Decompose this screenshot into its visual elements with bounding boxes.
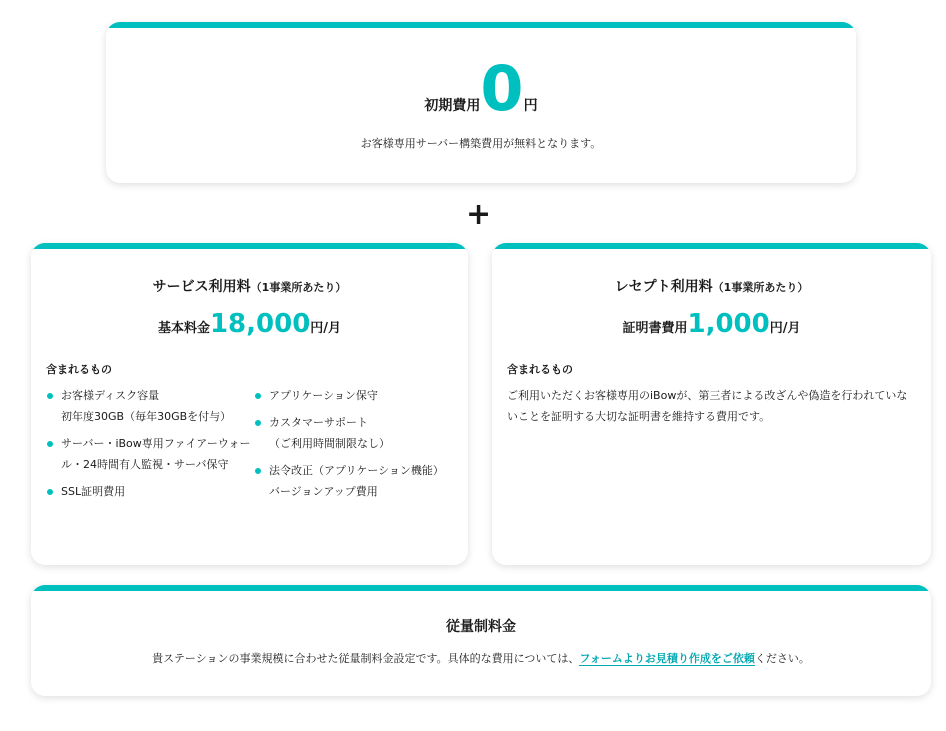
initial-cost-currency: 円 bbox=[523, 98, 538, 114]
included-item bbox=[254, 385, 454, 406]
volume-fee-card bbox=[31, 585, 931, 696]
service-includes-list-left bbox=[46, 385, 251, 508]
included-item-text: （ご利用時間制限なし） bbox=[269, 437, 390, 450]
service-fee-card bbox=[31, 243, 468, 565]
included-item-text: カスタマーサポート bbox=[269, 416, 368, 429]
plus-icon: + bbox=[466, 197, 492, 232]
included-item-text: 法令改正（アプリケーション機能）バージョンアップ費用 bbox=[269, 464, 444, 498]
included-item bbox=[46, 433, 251, 475]
service-fee-note: （1事業所あたり） bbox=[250, 281, 347, 294]
receipt-fee-note: （1事業所あたり） bbox=[712, 281, 809, 294]
volume-fee-title: 従量制料金 bbox=[446, 619, 516, 635]
initial-cost-amount: 0 bbox=[480, 52, 524, 125]
volume-desc-before: 貴ステーションの事業規模に合わせた従量制料金設定です。具体的な費用については、 bbox=[152, 652, 580, 665]
receipt-fee-title-text: レセプト利用料 bbox=[614, 279, 713, 295]
included-item-text: お客様ディスク容量 bbox=[61, 389, 160, 402]
included-item-text: サーバー・iBow専用ファイアーウォール・24時間有人監視・サーバ保守 bbox=[61, 437, 251, 471]
service-price-label: 基本料金 bbox=[157, 321, 210, 336]
included-item-text: SSL証明費用 bbox=[61, 485, 126, 498]
receipt-description: ご利用いただくお客様専用のiBowが、第三者による改ざんや偽造を行われていないことを証明する大切な証明書を維持する費用です。 bbox=[507, 389, 908, 423]
volume-fee-description bbox=[31, 650, 931, 666]
receipt-fee-card bbox=[492, 243, 931, 565]
service-fee-price bbox=[31, 309, 468, 339]
service-fee-title bbox=[31, 276, 468, 296]
initial-cost-label: 初期費用 bbox=[424, 98, 481, 114]
receipt-price-amount: 1,000 bbox=[687, 309, 770, 339]
service-includes-list-right bbox=[254, 385, 454, 508]
initial-cost-card bbox=[106, 22, 856, 183]
service-includes-heading: 含まれるもの bbox=[46, 363, 112, 376]
initial-cost-line bbox=[106, 52, 856, 125]
included-item bbox=[46, 385, 251, 427]
receipt-includes-heading: 含まれるもの bbox=[507, 363, 573, 376]
service-price-amount: 18,000 bbox=[209, 309, 311, 339]
included-item bbox=[254, 460, 454, 502]
receipt-price-label: 証明書費用 bbox=[622, 321, 688, 336]
included-item bbox=[46, 481, 251, 502]
included-item bbox=[254, 412, 454, 454]
service-fee-title-text: サービス利用料 bbox=[152, 279, 251, 295]
service-price-unit: 円/月 bbox=[310, 321, 342, 336]
receipt-fee-title bbox=[492, 276, 931, 296]
receipt-fee-price bbox=[492, 309, 931, 339]
initial-cost-description: お客様専用サーバー構築費用が無料となります。 bbox=[360, 137, 602, 150]
receipt-price-unit: 円/月 bbox=[769, 321, 801, 336]
estimate-form-link[interactable]: フォームよりお見積り作成をご依頼 bbox=[579, 652, 755, 665]
included-item-text: アプリケーション保守 bbox=[269, 389, 378, 402]
volume-desc-after: ください。 bbox=[754, 652, 810, 665]
included-item-text: 初年度30GB（毎年30GBを付与） bbox=[61, 410, 232, 423]
